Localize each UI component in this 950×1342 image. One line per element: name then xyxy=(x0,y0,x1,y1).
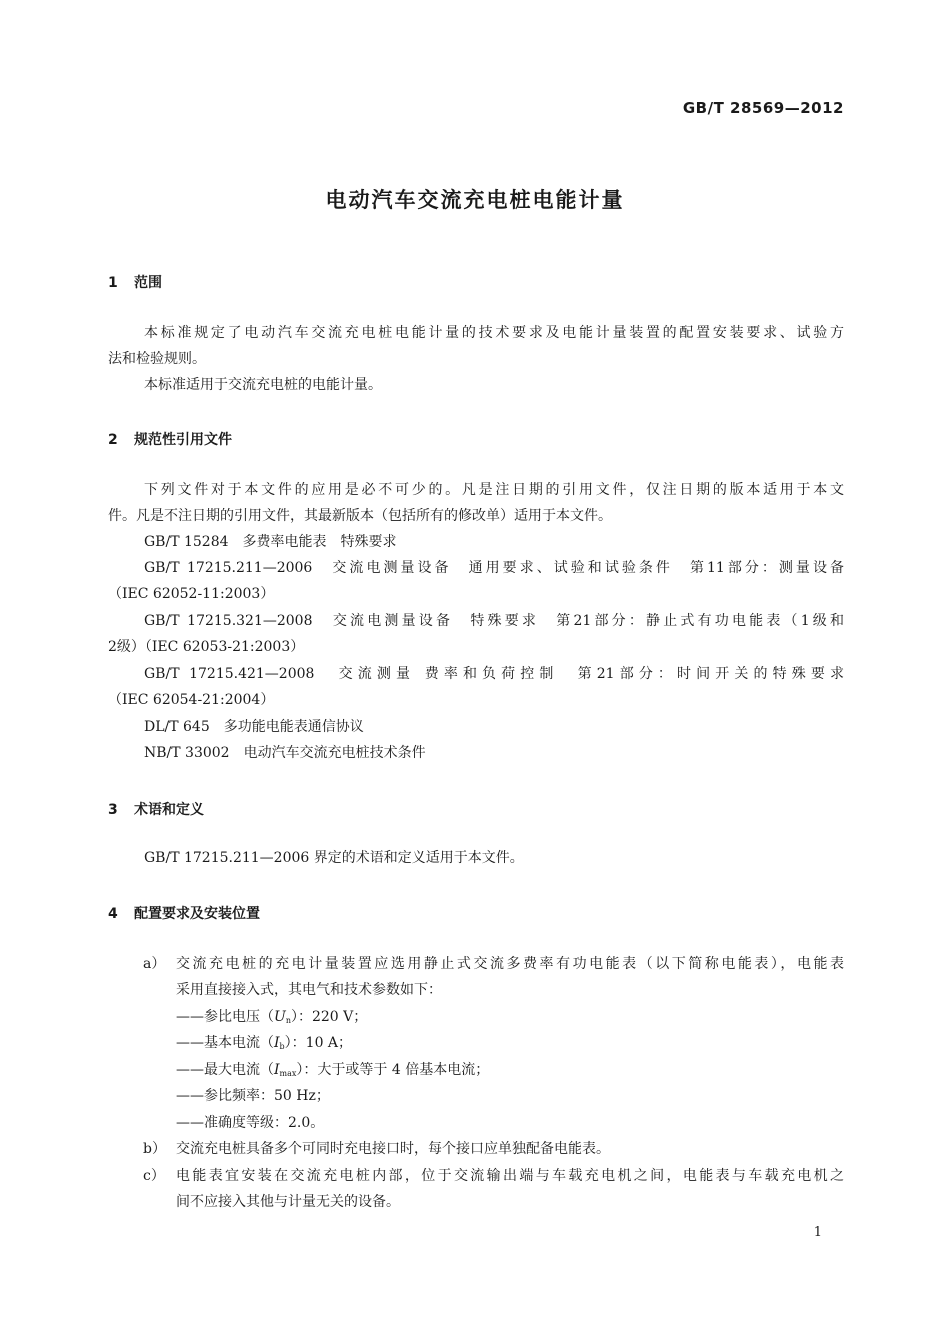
param-basic-current xyxy=(176,1030,352,1060)
subscript: max xyxy=(279,1069,297,1078)
section-number: 2 xyxy=(108,432,118,448)
param-text: ——基本电流（ xyxy=(176,1035,274,1051)
standard-code: GB/T 28569—2012 xyxy=(682,99,844,117)
section-4-heading xyxy=(108,903,260,923)
reference-item: NB/T 33002 电动汽车交流充电桩技术条件 xyxy=(144,745,426,761)
reference-item: DL/T 645 多功能电能表通信协议 xyxy=(144,719,364,735)
symbol: I xyxy=(274,1062,280,1078)
section-number: 3 xyxy=(108,802,118,818)
symbol: U xyxy=(274,1009,286,1025)
page-number: 1 xyxy=(813,1225,822,1240)
reference-item-continuation: 2级）（IEC 62053-21:2003） xyxy=(108,639,305,655)
param-text: ）：大于或等于 4 倍基本电流； xyxy=(296,1062,490,1078)
section-1-heading xyxy=(108,272,162,292)
reference-item-continuation: （IEC 62054-21:2004） xyxy=(108,692,275,708)
section-3-heading xyxy=(108,799,204,819)
reference-item: GB/T 17215.421—2008 交流测量 费率和负荷控制 第21部分：时间开关的特殊要求 xyxy=(144,666,844,682)
reference-item-continuation: （IEC 62052-11:2003） xyxy=(108,586,275,602)
section-2-heading xyxy=(108,429,232,449)
list-item-a-line2: 采用直接接入式，其电气和技术参数如下： xyxy=(176,982,442,998)
references-intro-line1: 下列文件对于本文件的应用是必不可少的。凡是注日期的引用文件，仅注日期的版本适用于本文 xyxy=(144,482,844,498)
subscript: b xyxy=(279,1042,285,1051)
subscript: n xyxy=(285,1016,291,1025)
scope-paragraph-line1: 本标准规定了电动汽车交流充电桩电能计量的技术要求及电能计量装置的配置安装要求、试验方 xyxy=(144,325,844,341)
reference-item: GB/T 15284 多费率电能表 特殊要求 xyxy=(144,534,397,550)
list-label-c: c） xyxy=(143,1168,165,1184)
param-accuracy-class: ——准确度等级：2.0。 xyxy=(176,1115,325,1131)
scope-paragraph-line2: 法和检验规则。 xyxy=(108,351,206,367)
references-intro-line2: 件。凡是不注日期的引用文件，其最新版本（包括所有的修改单）适用于本文件。 xyxy=(108,508,612,524)
list-item-a-line1: 交流充电桩的充电计量装置应选用静止式交流多费率有功电能表（以下简称电能表），电能表 xyxy=(176,956,844,972)
reference-item: GB/T 17215.211—2006 交流电测量设备 通用要求、试验和试验条件 第11部分：测量设备 xyxy=(144,560,844,576)
section-number: 4 xyxy=(108,906,118,922)
section-title: 规范性引用文件 xyxy=(134,432,232,448)
list-item-c-line2: 间不应接入其他与计量无关的设备。 xyxy=(176,1194,400,1210)
list-item-c-line1: 电能表宜安装在交流充电桩内部，位于交流输出端与车载充电机之间，电能表与车载充电机之 xyxy=(176,1168,844,1184)
document-title: 电动汽车交流充电桩电能计量 xyxy=(325,188,625,212)
list-label-a: a） xyxy=(143,956,166,972)
scope-paragraph-2: 本标准适用于交流充电桩的电能计量。 xyxy=(144,377,382,393)
terms-paragraph: GB/T 17215.211—2006 界定的术语和定义适用于本文件。 xyxy=(144,850,524,866)
symbol: I xyxy=(274,1035,280,1051)
param-text: ——参比电压（ xyxy=(176,1009,274,1025)
section-title: 术语和定义 xyxy=(134,802,204,818)
param-text: ——最大电流（ xyxy=(176,1062,274,1078)
param-text: ）：10 A； xyxy=(284,1035,353,1051)
section-title: 范围 xyxy=(134,275,162,291)
param-reference-frequency: ——参比频率：50 Hz； xyxy=(176,1088,330,1104)
section-number: 1 xyxy=(108,275,118,291)
list-item-b: 交流充电桩具备多个可同时充电接口时，每个接口应单独配备电能表。 xyxy=(176,1141,610,1157)
reference-item: GB/T 17215.321—2008 交流电测量设备 特殊要求 第21部分：静止式有功电能表（1级和 xyxy=(144,613,844,629)
list-label-b: b） xyxy=(143,1141,166,1157)
param-text: ）：220 V； xyxy=(290,1009,368,1025)
section-title: 配置要求及安装位置 xyxy=(134,906,260,922)
